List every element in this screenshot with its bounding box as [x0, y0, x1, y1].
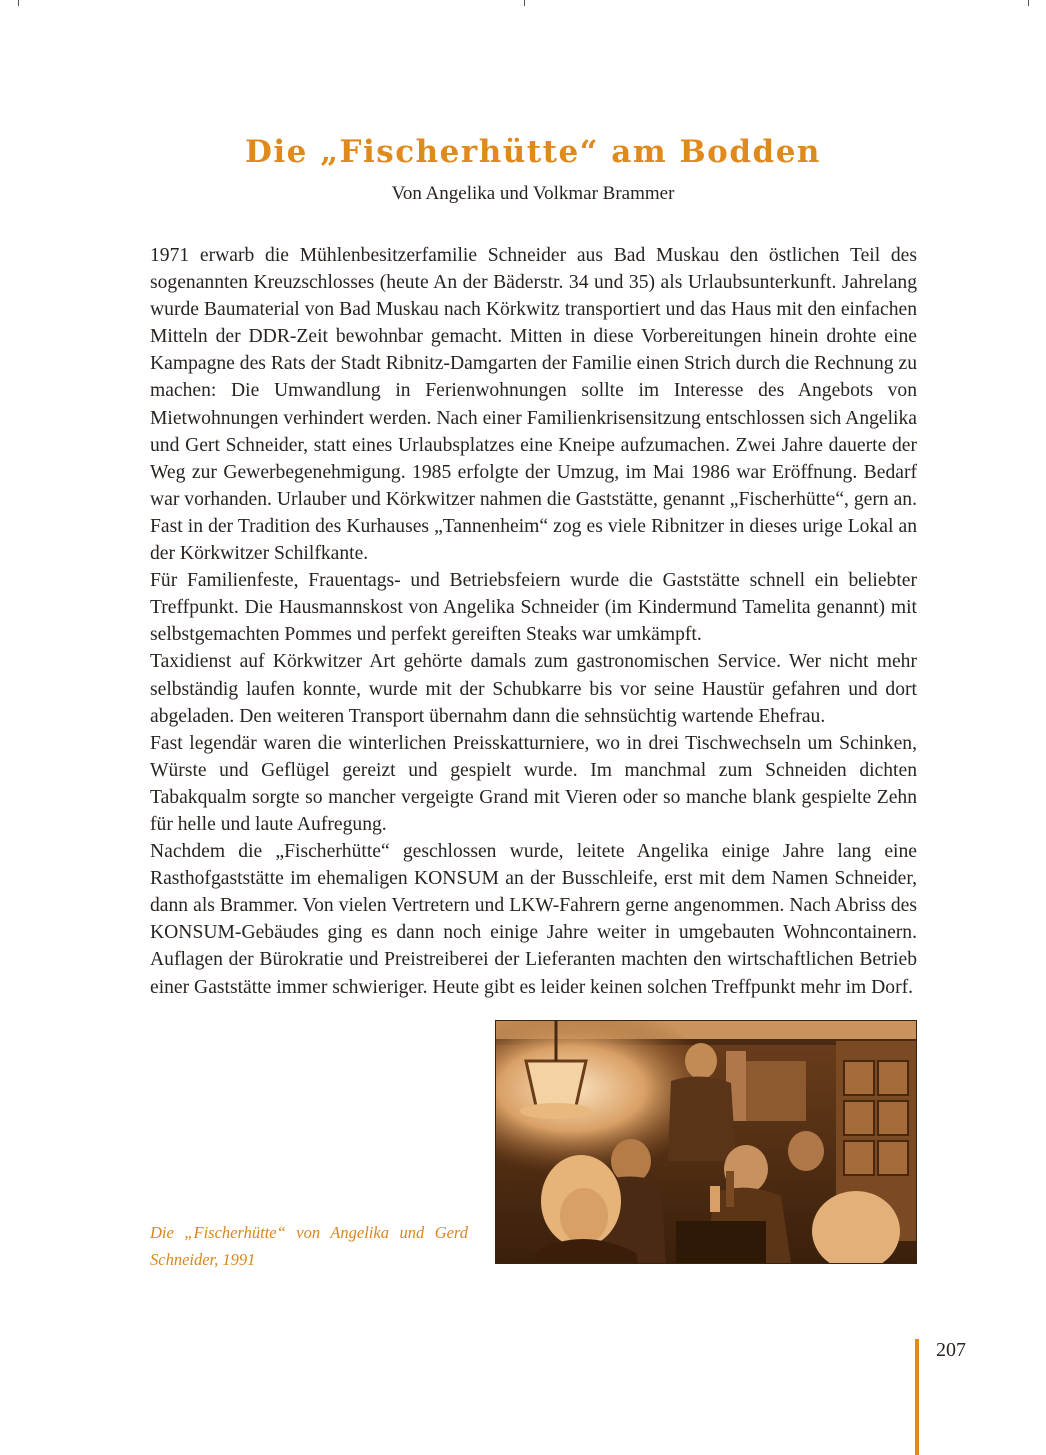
page-number: 207	[936, 1339, 966, 1361]
restaurant-photo	[495, 1020, 917, 1264]
crop-mark-right	[1028, 0, 1029, 6]
photo-caption: Die „Fischerhütte“ von Angelika und Gerd Schneider, 1991	[150, 1223, 468, 1269]
paragraph-4: Fast legendär waren die winterlichen Preisskatturniere, wo in drei Tischwechseln um Schinken, Würste und Geflügel gereizt und gespielt wurde. Im manchmal zum Schneiden dichten Tabakqualm sorgte so mancher vergeigte Grand mit Vieren oder so manche blank gespielte Zehn für helle und laute Aufregung.	[150, 732, 917, 835]
article-title: Die „Fischerhütte“ am Bodden	[245, 134, 821, 170]
crop-mark-center	[524, 0, 525, 6]
article-byline: Von Angelika und Volkmar Brammer	[391, 183, 675, 204]
page-rule	[915, 1339, 919, 1455]
paragraph-3: Taxidienst auf Körkwitzer Art gehörte damals zum gastronomischen Service. Wer nicht mehr selbständig laufen konnte, wurde mit der Schubkarre bis vor seine Haustür gefahren und dort abgeladen. Den weiteren Transport übernahm dann die sehnsüchtig wartende Ehefrau.	[150, 651, 917, 727]
article-body	[150, 242, 917, 1001]
paragraph-5: Nachdem die „Fischerhütte“ geschlossen wurde, leitete Angelika einige Jahre lang eine Rasthofgaststätte im ehemaligen KONSUM an der Busschleife, erst mit dem Namen Schneider, dann als Brammer. Von vielen Vertretern und LKW-Fahrern gerne angenommen. Nach Abriss des KONSUM-Gebäudes ging es dann noch einige Jahre weiter in umgebauten Wohncontainern. Auflagen der Bürokratie und Preistreiberei der Lieferanten machten den wirtschaftlichen Betrieb einer Gaststätte immer schwieriger. Heute gibt es leider keinen solchen Treffpunkt mehr im Dorf.	[150, 841, 917, 998]
crop-mark-left	[18, 0, 19, 6]
paragraph-1: 1971 erwarb die Mühlenbesitzerfamilie Schneider aus Bad Muskau den östlichen Teil des sogenannten Kreuzschlosses (heute An der Bäderstr. 34 und 35) als Urlaubsunterkunft. Jahrelang wurde Baumaterial von Bad Muskau nach Körkwitz transportiert und das Haus mit den einfachen Mitteln der DDR-Zeit bewohnbar gemacht. Mitten in diese Vorbereitungen hinein drohte eine Kampagne des Rats der Stadt Ribnitz-Damgarten der Familie einen Strich durch die Rechnung zu machen: Die Umwandlung in Ferienwohnungen sollte im Interesse des Angebots von Mietwohnungen verhindert werden. Nach einer Familienkrisensitzung entschlossen sich Angelika und Gert Schneider, statt eines Urlaubsplatzes eine Kneipe aufzumachen. Zwei Jahre dauerte der Weg zur Gewerbegenehmigung. 1985 erfolgte der Umzug, im Mai 1986 war Eröffnung. Bedarf war vorhanden. Urlauber und Körkwitzer nahmen die Gaststätte, genannt „Fischerhütte“, gern an. Fast in der Tradition des Kurhauses „Tannenheim“ zog es viele Ribnitzer in dieses urige Lokal an der Körkwitzer Schilfkante.	[150, 245, 917, 565]
paragraph-2: Für Familienfeste, Frauentags- und Betriebsfeiern wurde die Gaststätte schnell ein beliebter Treffpunkt. Die Hausmannskost von Angelika Schneider (im Kindermund Tamelita genannt) mit selbstgemachten Pommes und perfekt gereiften Steaks war umkämpft.	[150, 570, 917, 646]
